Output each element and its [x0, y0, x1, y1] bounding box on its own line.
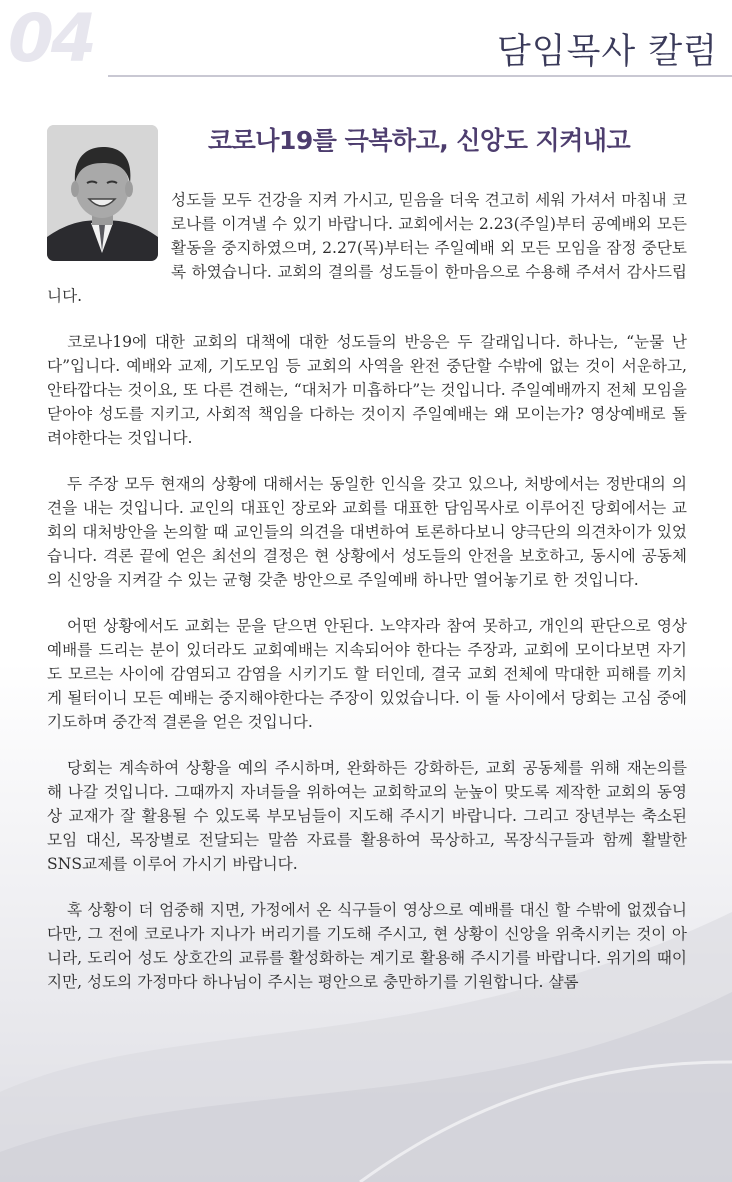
article-paragraph-4: 어떤 상황에서도 교회는 문을 닫으면 안된다. 노약자라 참여 못하고, 개인의 판단으로 영상 예배를 드리는 분이 있더라도 교회예배는 지속되어야 한다는 주장과, 교회에 모이다보면 자기도 모르는 사이에 감염되고 감염을 시키기도 할 터인데, 결국 교회 전체에 막대한 피해를 끼치게 될터이니 모든 예배는 중지해야한다는 주장이 있었습니다. 이 둘 사이에서 당회는 고심 중에 기도하며 중간적 결론을 얻은 것입니다. [47, 617, 687, 731]
article-paragraph-6: 혹 상황이 더 엄중해 지면, 가정에서 온 식구들이 영상으로 예배를 대신 할 수밖에 없겠습니다만, 그 전에 코로나가 지나가 버리기를 기도해 주시고, 현 상황이 신앙을 위축시키는 것이 아니라, 도리어 성도 상호간의 교류를 활성화하는 계기로 활용해 주시기를 바랍니다. 위기의 때이지만, 성도의 가정마다 하나님이 주시는 평안으로 충만하기를 기원합니다. 샬롬 [47, 901, 687, 991]
article-body [47, 188, 687, 1016]
paragraph-1-text: 성도들 모두 건강을 지켜 가시고, 믿음을 더욱 견고히 세워 가셔서 마침내 코로나를 이겨낼 수 있기 바랍니다. 교회에서는 2.23(주일)부터 공예배외 모든 활동을 중지하였으며, 2.27(목)부터는 주일예배 외 모든 모임을 잠정 중단토록 하였습니다. 교회의 결의를 성도들이 한마음으로 수용해 주셔서 감사드립니다. [47, 191, 687, 305]
article-paragraph-1 [47, 188, 687, 308]
article-title: 코로나19를 극복하고, 신앙도 지켜내고 [208, 126, 631, 155]
section-title: 담임목사 칼럼 [497, 32, 718, 72]
page-number: 04 [8, 0, 94, 77]
article-paragraph-2: 코로나19에 대한 교회의 대책에 대한 성도들의 반응은 두 갈래입니다. 하나는, “눈물 난다”입니다. 예배와 교제, 기도모임 등 교회의 사역을 완전 중단할 수밖에 없는 것이 서운하고, 안타깝다는 것이요, 또 다른 견해는, “대처가 미흡하다”는 것입니다. 주일예배까지 전체 모임을 닫아야 성도를 지키고, 사회적 책임을 다하는 것이지 주일예배는 왜 모이는가? 영상예배로 돌려야한다는 것입니다. [47, 333, 687, 447]
photo-wrap-spacer [47, 188, 171, 276]
header-divider [108, 75, 732, 77]
article-paragraph-3: 두 주장 모두 현재의 상황에 대해서는 동일한 인식을 갖고 있으나, 처방에서는 정반대의 의견을 내는 것입니다. 교인의 대표인 장로와 교회를 대표한 담임목사로 이루어진 당회에서는 교회의 대처방안을 논의할 때 교인들의 의견을 대변하여 토론하다보니 양극단의 의견차이가 있었습니다. 격론 끝에 얻은 최선의 결정은 현 상황에서 성도들의 안전을 보호하고, 동시에 공동체의 신앙을 지켜갈 수 있는 균형 갖춘 방안으로 주일예배 하나만 열어놓기로 한 것입니다. [47, 475, 687, 589]
article-paragraph-5: 당회는 계속하여 상황을 예의 주시하며, 완화하든 강화하든, 교회 공동체를 위해 재논의를 해 나갈 것입니다. 그때까지 자녀들을 위하여는 교회학교의 눈높이 맞도록 제작한 교회의 동영상 교재가 잘 활용될 수 있도록 부모님들이 지도해 주시기 바랍니다. 그리고 장년부는 축소된 모임 대신, 목장별로 전달되는 말씀 자료를 활용하여 묵상하고, 목장식구들과 함께 활발한 SNS교제를 이루어 가시기 바랍니다. [47, 759, 687, 873]
